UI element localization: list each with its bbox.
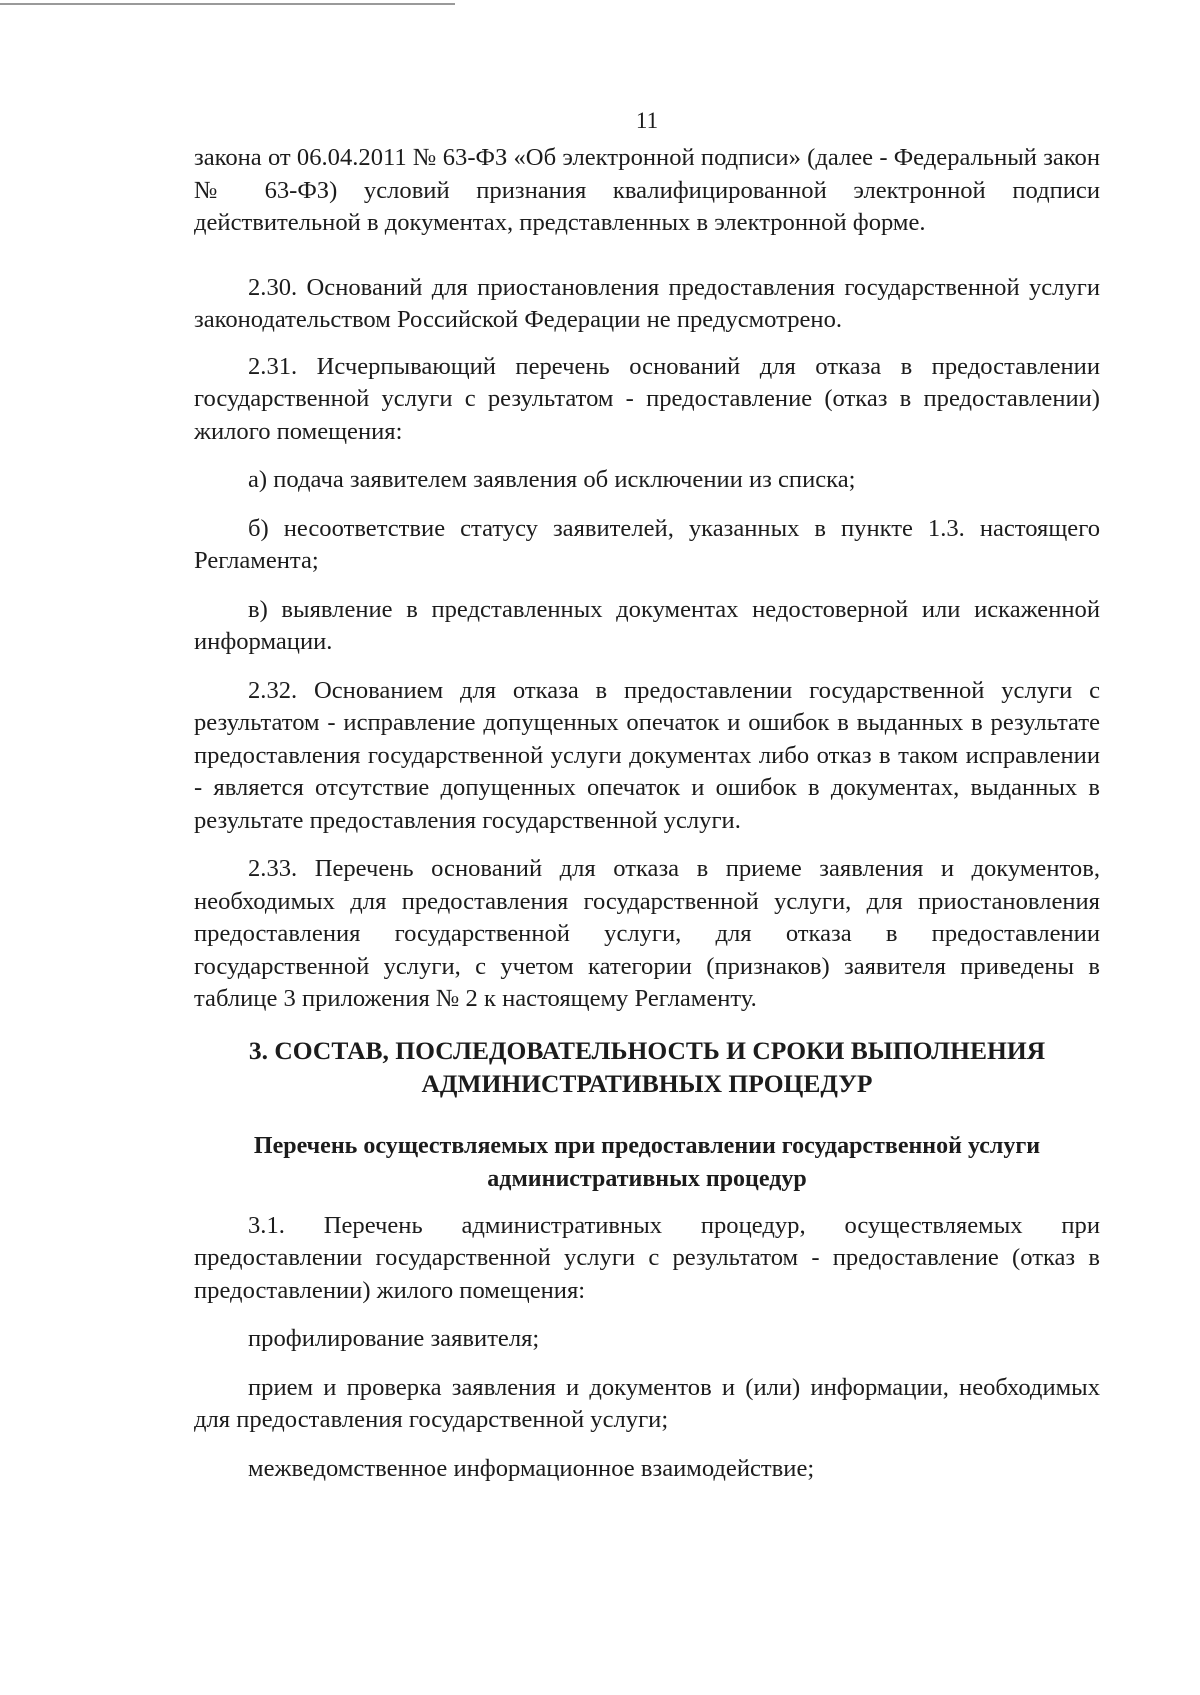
paragraph-2-31: 2.31. Исчерпывающий перечень оснований для отказа в предоставлении государственной услуги с результатом - предоставление (отказ в предоставлении) жилого помещения: [194, 352, 1100, 445]
list-item: профилирование заявителя; [248, 1325, 540, 1352]
section-3-subtitle-line-2: административных процедур [487, 1165, 807, 1192]
paragraph-3-1: 3.1. Перечень административных процедур, осуществляемых при предоставлении государственной услуги с результатом - предоставление (отказ в предоставлении) жилого помещения: [194, 1211, 1100, 1304]
paragraph-2-31-c: в) выявление в представленных документах недостоверной или искаженной информации. [194, 595, 1100, 655]
section-3-subtitle [194, 1130, 1100, 1196]
scan-edge-line [0, 3, 455, 5]
paragraph-2-33: 2.33. Перечень оснований для отказа в приеме заявления и документов, необходимых для предоставления государственной услуги, для приостановления предоставления государственной услуги, для отказа в предоставлении государственной услуги, с учетом категории (признаков) заявителя приведены в таблице 3 приложения № 2 к настоящему Регламенту. [194, 855, 1100, 1012]
section-3-title-line-2: АДМИНИСТРАТИВНЫХ ПРОЦЕДУР [421, 1068, 873, 1098]
paragraph-2-31-b: б) несоответствие статусу заявителей, указанных в пункте 1.3. настоящего Регламента; [194, 514, 1100, 574]
list-item: прием и проверка заявления и документов и (или) информации, необходимых для предоставления государственной услуги; [194, 1373, 1100, 1433]
list-item: межведомственное информационное взаимодействие; [248, 1454, 815, 1482]
section-3-subtitle-line-1: Перечень осуществляемых при предоставлении государственной услуги [253, 1132, 1041, 1159]
paragraph-2-30: 2.30. Оснований для приостановления предоставления государственной услуги законодательством Российской Федерации не предусмотрено. [194, 273, 1100, 333]
paragraph-2-32: 2.32. Основанием для отказа в предоставлении государственной услуги с результатом - исправление допущенных опечаток и ошибок в выданных в результате предоставления государственной услуги документах либо отказ в таком исправлении - является отсутствие допущенных опечаток и ошибок в документах, выданных в результате предоставления государственной услуги. [194, 676, 1100, 834]
section-3-title-line-1: 3. СОСТАВ, ПОСЛЕДОВАТЕЛЬНОСТЬ И СРОКИ ВЫПОЛНЕНИЯ [248, 1035, 1046, 1065]
page-number: 11 [635, 108, 659, 133]
document-page [194, 106, 1100, 1485]
paragraph-2-31-a: а) подача заявителем заявления об исключении из списка; [248, 466, 856, 493]
section-3-title [194, 1034, 1100, 1100]
paragraph-continuation: закона от 06.04.2011 № 63-ФЗ «Об электронной подписи» (далее - Федеральный закон № 63-ФЗ) условий признания квалифицированной электронной подписи действительной в документах, представленных в электронной форме. [194, 144, 1100, 236]
